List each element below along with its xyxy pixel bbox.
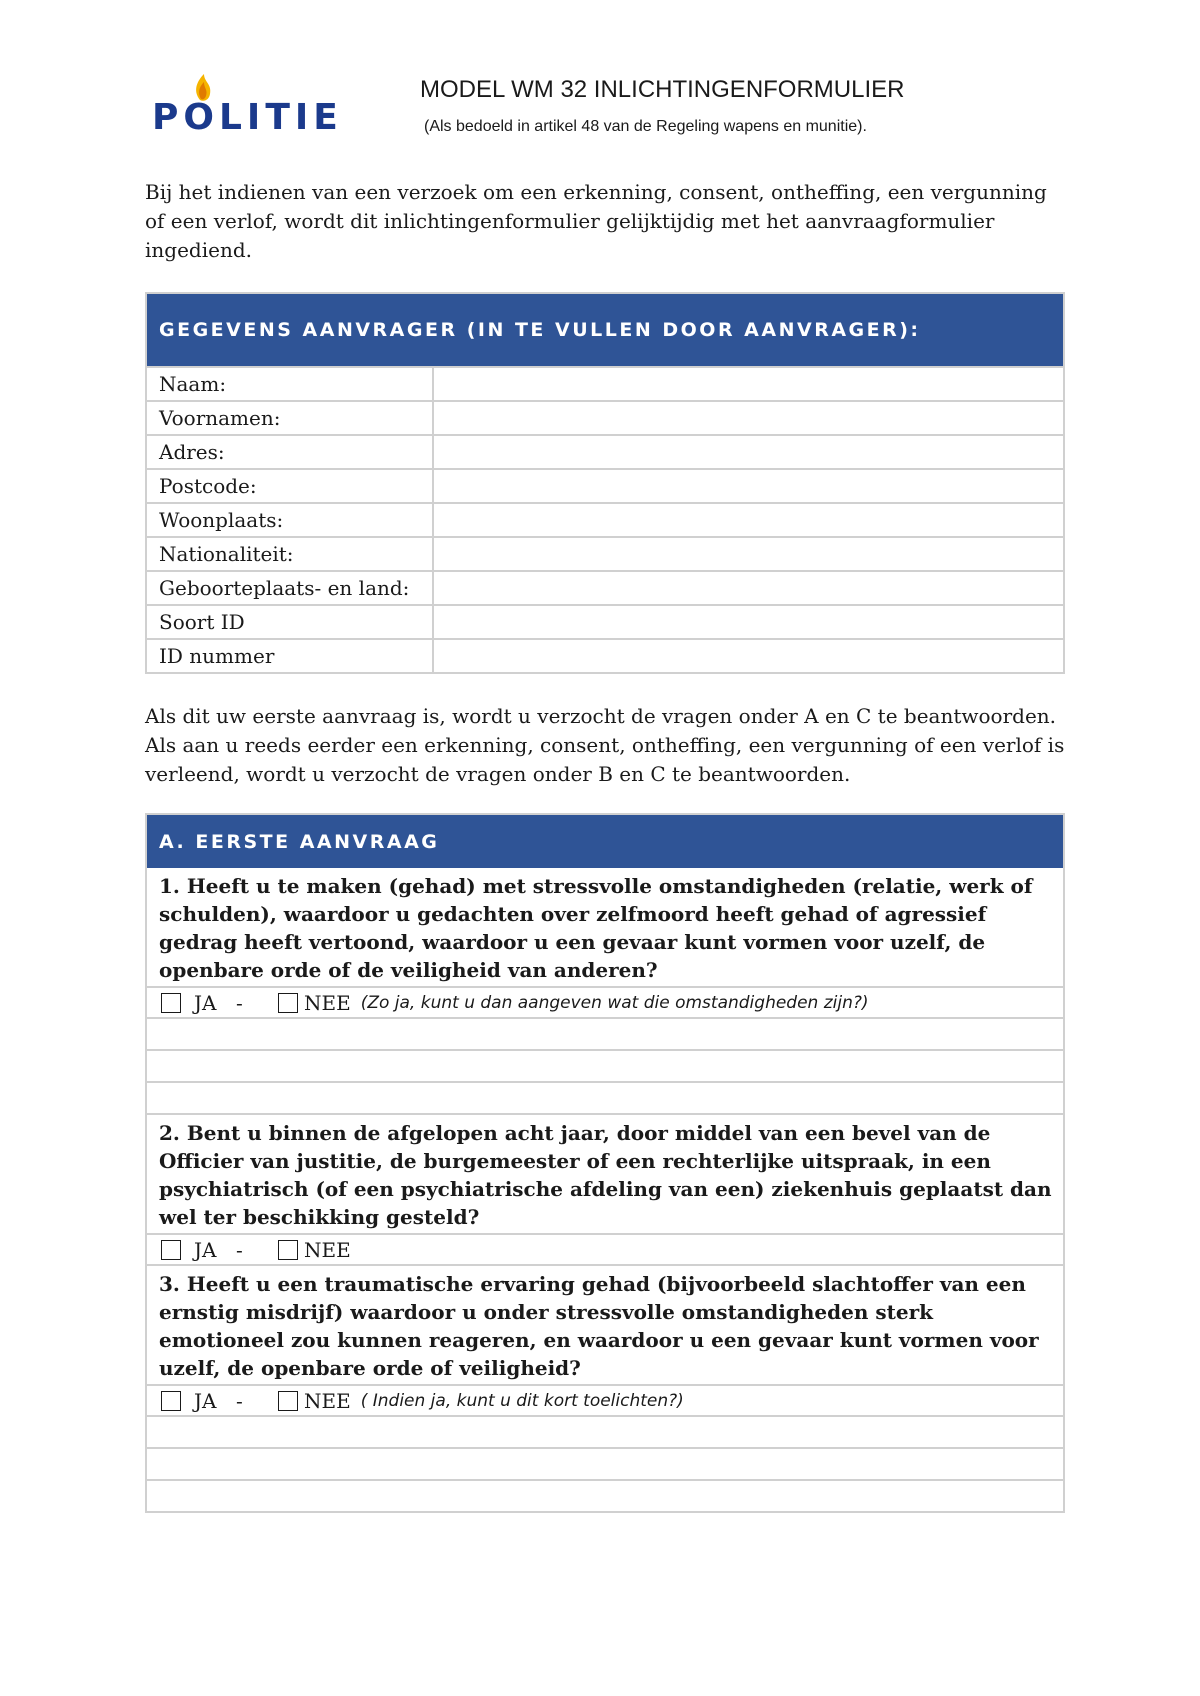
ja-label: JA <box>194 1388 217 1413</box>
ja-checkbox[interactable] <box>161 993 181 1013</box>
question-text: 2. Bent u binnen de afgelopen acht jaar, door middel van een bevel van de Officier van justitie, de burgemeester of een rechterlijke uitspraak, in een psychiatrisch (of een psychiatrische afdeling van een) ziekenhuis geplaatst dan wel ter beschikking gesteld? <box>147 1113 1063 1233</box>
applicant-rows <box>147 366 1063 672</box>
logo-text: POLITIE <box>152 97 343 138</box>
answer-line-input[interactable] <box>147 1447 1063 1479</box>
answer-line-input[interactable] <box>147 1017 1063 1049</box>
nee-checkbox[interactable] <box>278 993 298 1013</box>
answer-row <box>147 986 1063 1017</box>
answer-row <box>147 1384 1063 1415</box>
form-title: MODEL WM 32 INLICHTINGENFORMULIER <box>420 76 905 103</box>
applicant-table-heading: GEGEVENS AANVRAGER (IN TE VULLEN DOOR AANVRAGER): <box>147 294 1063 366</box>
field-value-input[interactable] <box>434 640 1063 672</box>
nee-label: NEE <box>304 990 351 1015</box>
answer-separator: - <box>236 1388 243 1413</box>
applicant-field-row <box>147 502 1063 536</box>
field-value-input[interactable] <box>434 470 1063 502</box>
section-a-table <box>145 813 1065 1513</box>
applicant-field-row <box>147 400 1063 434</box>
nee-checkbox[interactable] <box>278 1240 298 1260</box>
field-value-input[interactable] <box>434 538 1063 570</box>
intro-text: Bij het indienen van een verzoek om een erkenning, consent, ontheffing, een vergunning of een verlof, wordt dit inlichtingenformulier gelijktijdig met het aanvraagformulier ingediend. <box>145 180 1047 262</box>
intro-paragraph <box>145 178 1065 265</box>
applicant-field-row <box>147 638 1063 672</box>
question-text: 1. Heeft u te maken (gehad) met stressvolle omstandigheden (relatie, werk of schulden), waardoor u gedachten over zelfmoord heeft gehad of agressief gedrag heeft vertoond, waardoor u een gevaar kunt vormen voor uzelf, de openbare orde of de veiligheid van anderen? <box>159 874 1033 982</box>
nee-label: NEE <box>304 1237 351 1262</box>
form-subtitle: (Als bedoeld in artikel 48 van de Regeling wapens en munitie). <box>424 118 867 135</box>
field-label: ID nummer <box>147 640 434 672</box>
applicant-field-row <box>147 434 1063 468</box>
question-blocks <box>147 868 1063 1511</box>
nee-label: NEE <box>304 1388 351 1413</box>
field-label: Geboorteplaats- en land: <box>147 572 434 604</box>
ja-checkbox[interactable] <box>161 1391 181 1411</box>
nee-checkbox[interactable] <box>278 1391 298 1411</box>
ja-checkbox[interactable] <box>161 1240 181 1260</box>
field-label: Naam: <box>147 368 434 400</box>
answer-line-input[interactable] <box>147 1049 1063 1081</box>
field-value-input[interactable] <box>434 436 1063 468</box>
field-label: Postcode: <box>147 470 434 502</box>
applicant-table <box>145 292 1065 674</box>
answer-line-input[interactable] <box>147 1415 1063 1447</box>
answer-separator: - <box>236 990 243 1015</box>
ja-label: JA <box>194 1237 217 1262</box>
question-text: 3. Heeft u een traumatische ervaring gehad (bijvoorbeeld slachtoffer van een ernstig misdrijf) waardoor u onder stressvolle omstandigheden sterk emotioneel zou kunnen reageren, en waardoor u een gevaar kunt vormen voor uzelf, de openbare orde of veiligheid? <box>147 1264 1063 1384</box>
field-value-input[interactable] <box>434 368 1063 400</box>
field-label: Nationaliteit: <box>147 538 434 570</box>
ja-label: JA <box>194 990 217 1015</box>
field-value-input[interactable] <box>434 504 1063 536</box>
applicant-field-row <box>147 570 1063 604</box>
politie-logo <box>152 72 352 142</box>
applicant-field-row <box>147 366 1063 400</box>
answer-note: ( Indien ja, kunt u dit kort toelichten?) <box>360 1390 684 1411</box>
answer-separator: - <box>236 1237 243 1262</box>
section-a-heading: A. EERSTE AANVRAAG <box>147 815 1063 868</box>
answer-line-input[interactable] <box>147 1479 1063 1511</box>
answer-row <box>147 1233 1063 1264</box>
field-value-input[interactable] <box>434 606 1063 638</box>
field-label: Voornamen: <box>147 402 434 434</box>
field-value-input[interactable] <box>434 572 1063 604</box>
field-label: Soort ID <box>147 606 434 638</box>
field-label: Woonplaats: <box>147 504 434 536</box>
answer-note: (Zo ja, kunt u dan aangeven wat die omstandigheden zijn?) <box>360 992 869 1013</box>
field-value-input[interactable] <box>434 402 1063 434</box>
answer-line-input[interactable] <box>147 1081 1063 1113</box>
instructions-paragraph <box>145 702 1065 789</box>
field-label: Adres: <box>147 436 434 468</box>
applicant-field-row <box>147 468 1063 502</box>
instructions-text: Als dit uw eerste aanvraag is, wordt u verzocht de vragen onder A en C te beantwoorden. Als aan u reeds eerder een erkenning, consent, ontheffing, een vergunning of een verlof is verleend, wordt u verzocht de vragen onder B en C te beantwoorden. <box>145 704 1065 786</box>
applicant-field-row <box>147 604 1063 638</box>
applicant-field-row <box>147 536 1063 570</box>
